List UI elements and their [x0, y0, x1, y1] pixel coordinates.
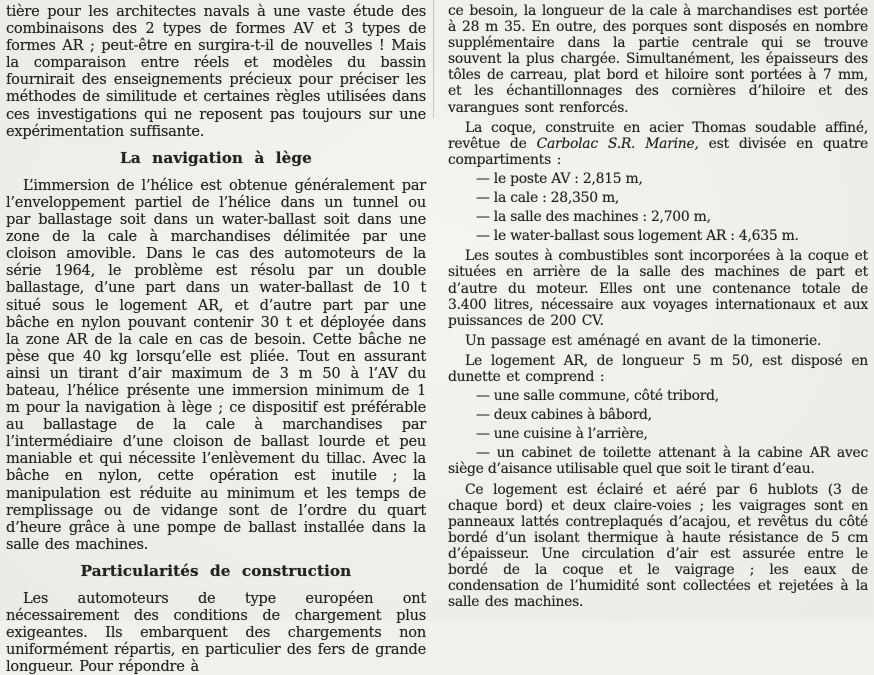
- scan-artifact-line: [433, 0, 434, 118]
- compartments-list: [448, 171, 868, 244]
- section-heading-navigation-a-lege: La navigation à lège: [120, 148, 312, 167]
- paragraph-immersion-helice: L’immersion de l’hélice est obtenue généralement par l’enveloppement partiel de l’hélice dans un tunnel ou par ballastage soit dans un water-ballast soit dans une zone de la cale à marchandises délimitée par une cloison amovible. Dans le cas des automoteurs de la série 1964, le problème est résolu par un double ballastage, d’une part dans un water-ballast de 10 t situé sous le logement AR, et d’autre part par une bâche en nylon pouvant contenir 30 t et déployée dans la zone AR de la cale en cas de besoin. Cette bâche ne pèse que 40 kg lorsqu’elle est pliée. Tout en assurant ainsi un tirant d’air maximum de 3 m 50 à l’AV du bateau, l’hélice présente une immersion minimum de 1 m pour la navigation à lège ; ce dispositif est préférable au ballastage de la cale à marchandises par l’intermédiaire d’une cloison de ballast lourde et peu maniable et qui nécessite l’enlèvement du tillac. Avec la bâche en nylon, cette opération est inutile ; la manipulation est réduite au minimum et les temps de remplissage ou de vidange sont de l’ordre du quart d’heure grâce à une pompe de ballast installée dans la salle des machines.: [6, 176, 426, 553]
- section-heading-particularites-construction: Particularités de construction: [80, 561, 352, 580]
- left-column: [6, 3, 426, 675]
- paragraph-text-segment: est divisée en quatre compartiments :: [448, 135, 869, 168]
- paragraph-automoteurs-europeens: Les automoteurs de type européen ont nécessairement des conditions de chargement plus exigeantes. Ils embarquent des chargements non uniformément répartis, en particulier des fers de grande longueur. Pour répondre à: [6, 590, 426, 675]
- logement-contents-list: [448, 388, 868, 477]
- paragraph-soutes-combustibles: Les soutes à combustibles sont incorporées à la coque et situées en arrière de la salle des machines de part et d’autre du moteur. Elles ont une contenance totale de 3.400 litres, nécessaire aux voyages internationaux et aux puissances de 200 CV.: [448, 248, 868, 329]
- list-item: — le water-ballast sous logement AR : 4,635 m.: [476, 228, 799, 245]
- paragraph-passage-timonerie: Un passage est aménagé en avant de la timonerie.: [465, 332, 822, 349]
- paragraph-continuation-cale-longueur: ce besoin, la longueur de la cale à marchandises est portée à 28 m 35. En outre, des porques sont disposés en nombre supplémentaire dans la partie centrale qui se trouve souvent la plus chargée. Simultanément, les épaisseurs des tôles de carreau, plat bord et hiloire sont portées à 7 mm, et les échantillonnages des cornières d’hiloire et des varangues sont renforcés.: [448, 3, 868, 116]
- brand-name-carbolac-italic: Carbolac S.R. Marine,: [536, 135, 699, 152]
- paragraph-continuation-naval-architects: tière pour les architectes navals à une vaste étude des combinaisons des 2 types de formes AV et 3 types de formes AR ; peut-être en surgira-t-il de nouvelles ! Mais la comparaison entre réels et modèles du bassin fournirait des enseignements précieux pour préciser les méthodes de similitude et certaines règles utilisées dans ces investigations qui ne reposent pas toujours sur une expérimentation suffisante.: [6, 3, 426, 140]
- paragraph-logement-ar: Le logement AR, de longueur 5 m 50, est disposé en dunette et comprend :: [448, 352, 868, 385]
- list-item: — la salle des machines : 2,700 m,: [476, 209, 711, 226]
- list-item: — une salle commune, côté tribord,: [476, 388, 719, 405]
- list-item: — un cabinet de toilette attenant à la cabine AR avec siège d’aisance utilisable quel que soit le tirant d’eau.: [448, 445, 868, 478]
- list-item: — deux cabines à bâbord,: [476, 407, 652, 424]
- list-item: — le poste AV : 2,815 m,: [476, 170, 643, 187]
- paragraph-text-segment: La coque, construite en acier Thomas soudable affiné, revêtue de: [448, 119, 868, 152]
- paragraph-coque-acier-thomas: [448, 120, 868, 168]
- paragraph-eclairage-vaigrages: Ce logement est éclairé et aéré par 6 hublots (3 de chaque bord) et deux claire-voies ; les vaigrages sont en panneaux lattés contreplaqués d’acajou, et revêtus du côté bordé d’un isolant thermique à haute résistance de 5 cm d’épaisseur. Une circulation d’air est assurée entre le bordé de la coque et le vaigrage ; les eaux de condensation de l’humidité sont collectées et rejetées à la salle des machines.: [448, 481, 868, 611]
- list-item: — une cuisine à l’arrière,: [476, 426, 648, 443]
- list-item: — la cale : 28,350 m,: [476, 190, 620, 207]
- right-column: [448, 3, 868, 621]
